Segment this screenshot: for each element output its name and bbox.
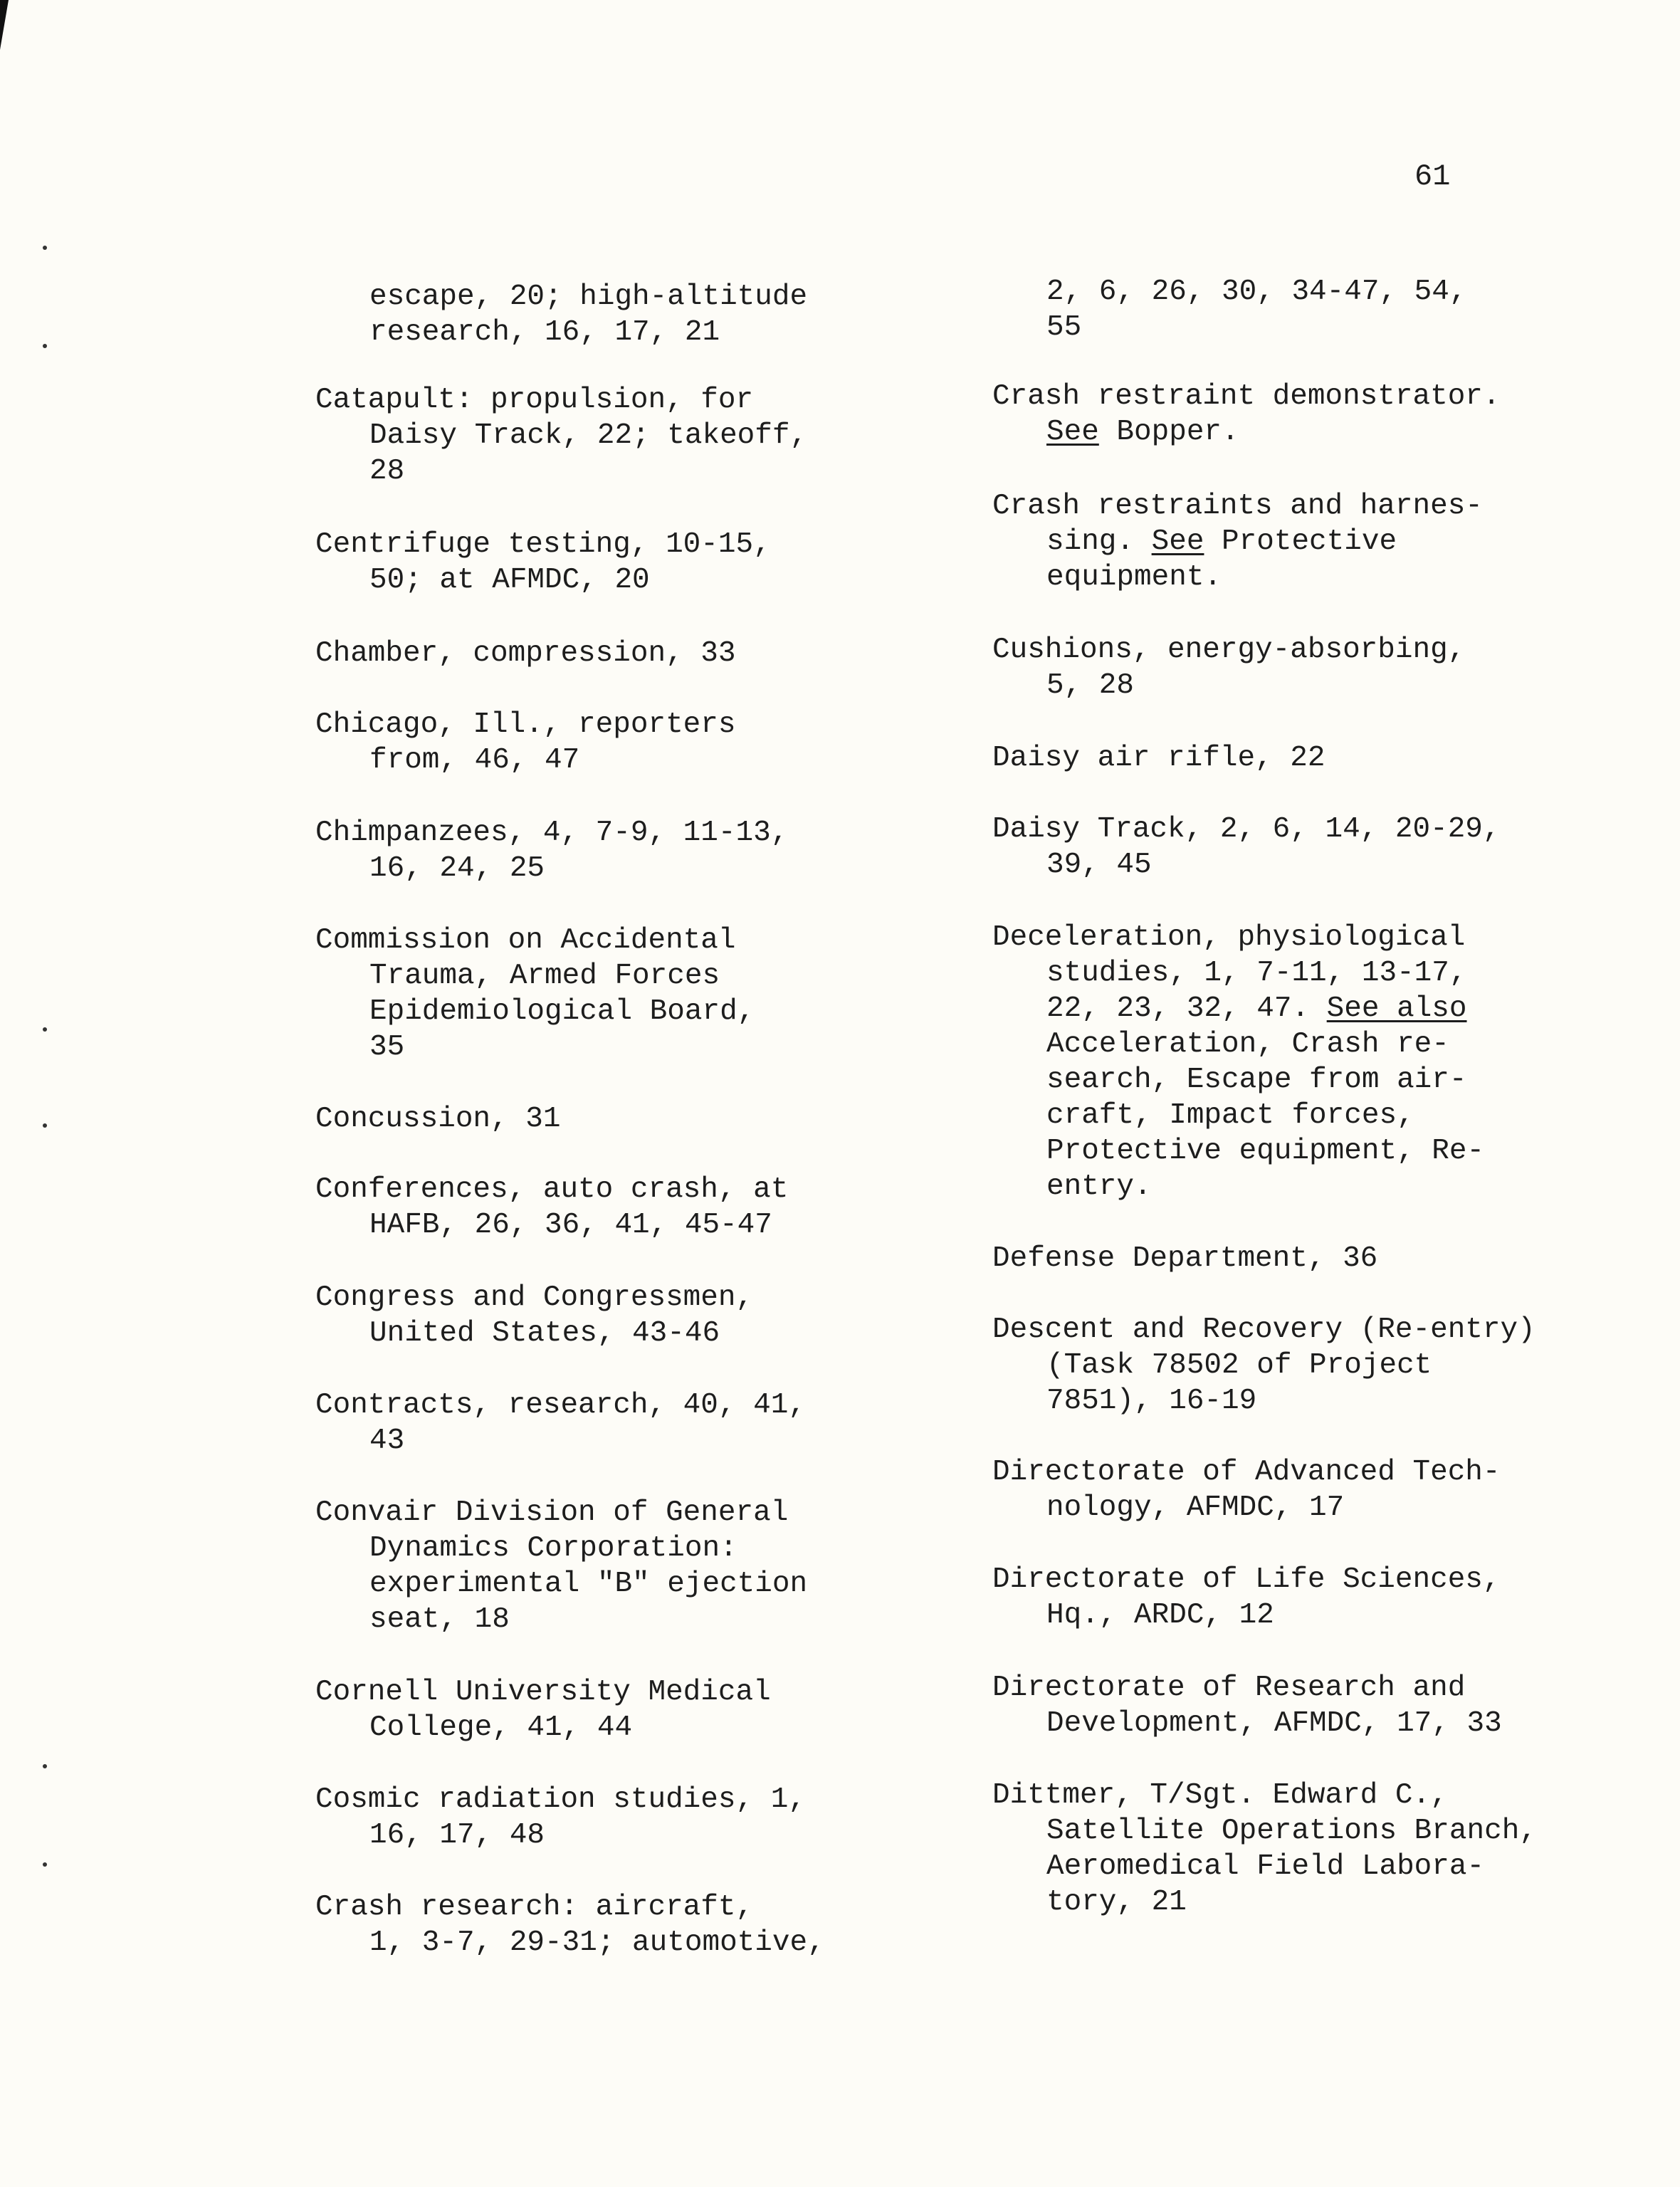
see-reference: See bbox=[1151, 525, 1204, 558]
index-entry bbox=[315, 1889, 1027, 1961]
index-subline: equipment. bbox=[1046, 561, 1222, 594]
margin-dot bbox=[43, 1862, 47, 1867]
index-heading-line: Directorate of Life Sciences, bbox=[992, 1563, 1501, 1596]
index-entry bbox=[315, 279, 1027, 350]
index-entry bbox=[315, 1674, 1027, 1746]
index-entry bbox=[315, 1495, 1027, 1637]
index-subline: 35 bbox=[369, 1031, 405, 1064]
index-entry bbox=[315, 636, 1027, 671]
index-entry bbox=[992, 632, 1680, 703]
index-subline: Hq., ARDC, 12 bbox=[1046, 1599, 1274, 1632]
index-subline: search, Escape from air- bbox=[1046, 1064, 1467, 1096]
index-heading-line: Cushions, energy-absorbing, bbox=[992, 634, 1466, 666]
index-heading-line: Convair Division of General bbox=[315, 1496, 789, 1529]
corner-scan-mark bbox=[0, 0, 9, 50]
index-entry bbox=[992, 1778, 1680, 1920]
index-subline: Epidemiological Board, bbox=[369, 995, 755, 1028]
index-heading-line: Directorate of Research and bbox=[992, 1672, 1466, 1704]
index-subline: experimental "B" ejection bbox=[369, 1568, 808, 1600]
index-entry bbox=[992, 1670, 1680, 1741]
index-heading-line: Cosmic radiation studies, 1, bbox=[315, 1783, 806, 1816]
index-heading-line: Dittmer, T/Sgt. Edward C., bbox=[992, 1779, 1448, 1812]
index-heading-line: Crash restraints and harnes- bbox=[992, 490, 1483, 523]
see-reference: See bbox=[1046, 416, 1099, 449]
index-subline: craft, Impact forces, bbox=[1046, 1099, 1414, 1132]
index-heading-line: Centrifuge testing, 10-15, bbox=[315, 528, 771, 561]
index-entry bbox=[992, 1312, 1680, 1419]
index-entry bbox=[992, 740, 1680, 776]
index-entry bbox=[992, 488, 1680, 595]
index-heading-line: Daisy air rifle, 22 bbox=[992, 742, 1325, 775]
index-heading-line: Commission on Accidental bbox=[315, 924, 736, 957]
index-subline: HAFB, 26, 36, 41, 45-47 bbox=[369, 1209, 772, 1242]
index-subline: Protective equipment, Re- bbox=[1046, 1135, 1485, 1168]
index-subline: nology, AFMDC, 17 bbox=[1046, 1491, 1345, 1524]
index-subline: Trauma, Armed Forces bbox=[369, 960, 720, 992]
margin-dot bbox=[43, 1123, 47, 1128]
index-subline: 7851), 16-19 bbox=[1046, 1385, 1257, 1417]
index-subline: entry. bbox=[1046, 1170, 1152, 1203]
index-entry bbox=[315, 1280, 1027, 1351]
index-entry bbox=[315, 1782, 1027, 1853]
index-subline: 55 bbox=[1046, 311, 1082, 344]
index-heading-line: Descent and Recovery (Re-entry) bbox=[992, 1313, 1535, 1346]
index-subline: See Bopper. bbox=[1046, 416, 1239, 449]
index-entry bbox=[315, 1101, 1027, 1137]
index-heading-line: Contracts, research, 40, 41, bbox=[315, 1389, 806, 1422]
index-subline: research, 16, 17, 21 bbox=[369, 316, 720, 349]
index-entry bbox=[992, 379, 1680, 450]
index-entry bbox=[992, 1241, 1680, 1276]
index-entry bbox=[315, 527, 1027, 598]
index-subline: 39, 45 bbox=[1046, 849, 1152, 881]
margin-dot bbox=[43, 246, 47, 250]
index-subline: 1, 3-7, 29-31; automotive, bbox=[369, 1926, 825, 1959]
index-subline: escape, 20; high-altitude bbox=[369, 280, 808, 313]
index-subline: Dynamics Corporation: bbox=[369, 1532, 737, 1565]
index-heading-line: Congress and Congressmen, bbox=[315, 1281, 754, 1314]
index-heading-line: Cornell University Medical bbox=[315, 1676, 771, 1709]
index-heading-line: Concussion, 31 bbox=[315, 1103, 561, 1136]
index-subline: United States, 43-46 bbox=[369, 1317, 720, 1350]
index-heading-line: Chimpanzees, 4, 7-9, 11-13, bbox=[315, 817, 789, 849]
index-heading-line: Directorate of Advanced Tech- bbox=[992, 1456, 1501, 1489]
index-entry bbox=[315, 382, 1027, 489]
index-entry bbox=[315, 1388, 1027, 1459]
index-subline: (Task 78502 of Project bbox=[1046, 1349, 1432, 1382]
index-subline: 22, 23, 32, 47. See also bbox=[1046, 992, 1467, 1025]
index-entry bbox=[992, 812, 1680, 883]
index-subline: from, 46, 47 bbox=[369, 744, 580, 777]
margin-dot bbox=[43, 1764, 47, 1768]
index-subline: sing. See Protective bbox=[1046, 525, 1397, 558]
index-subline: tory, 21 bbox=[1046, 1886, 1187, 1919]
index-subline: Satellite Operations Branch, bbox=[1046, 1815, 1537, 1847]
index-heading-line: Chicago, Ill., reporters bbox=[315, 708, 736, 741]
index-subline: 16, 17, 48 bbox=[369, 1819, 545, 1852]
index-heading-line: Crash research: aircraft, bbox=[315, 1891, 754, 1924]
index-subline: 16, 24, 25 bbox=[369, 852, 545, 885]
index-entry bbox=[315, 923, 1027, 1065]
index-subline: Development, AFMDC, 17, 33 bbox=[1046, 1707, 1502, 1740]
margin-dot bbox=[43, 344, 47, 348]
index-entry bbox=[992, 274, 1680, 345]
index-subline: 50; at AFMDC, 20 bbox=[369, 564, 650, 597]
index-heading-line: Daisy Track, 2, 6, 14, 20-29, bbox=[992, 813, 1501, 846]
index-subline: studies, 1, 7-11, 13-17, bbox=[1046, 957, 1467, 990]
margin-dot bbox=[43, 1027, 47, 1032]
index-entry bbox=[315, 707, 1027, 778]
index-entry bbox=[315, 815, 1027, 886]
index-entry bbox=[992, 920, 1680, 1205]
index-heading-line: Defense Department, 36 bbox=[992, 1242, 1378, 1275]
page-number: 61 bbox=[1414, 159, 1451, 194]
index-subline: Daisy Track, 22; takeoff, bbox=[369, 419, 808, 452]
index-subline: seat, 18 bbox=[369, 1603, 510, 1636]
index-heading-line: Deceleration, physiological bbox=[992, 921, 1466, 954]
index-subline: College, 41, 44 bbox=[369, 1711, 633, 1744]
index-entry bbox=[315, 1172, 1027, 1243]
index-subline: 2, 6, 26, 30, 34-47, 54, bbox=[1046, 276, 1467, 308]
index-subline: Acceleration, Crash re- bbox=[1046, 1028, 1449, 1061]
index-heading-line: Crash restraint demonstrator. bbox=[992, 380, 1501, 413]
index-heading-line: Conferences, auto crash, at bbox=[315, 1173, 789, 1206]
see-reference: See also bbox=[1326, 992, 1467, 1025]
index-heading-line: Chamber, compression, 33 bbox=[315, 637, 736, 670]
index-entry bbox=[992, 1454, 1680, 1526]
index-subline: 43 bbox=[369, 1425, 405, 1457]
index-heading-line: Catapult: propulsion, for bbox=[315, 384, 754, 416]
index-entry bbox=[992, 1562, 1680, 1633]
index-subline: 28 bbox=[369, 455, 405, 488]
index-subline: Aeromedical Field Labora- bbox=[1046, 1850, 1485, 1883]
index-subline: 5, 28 bbox=[1046, 669, 1135, 702]
